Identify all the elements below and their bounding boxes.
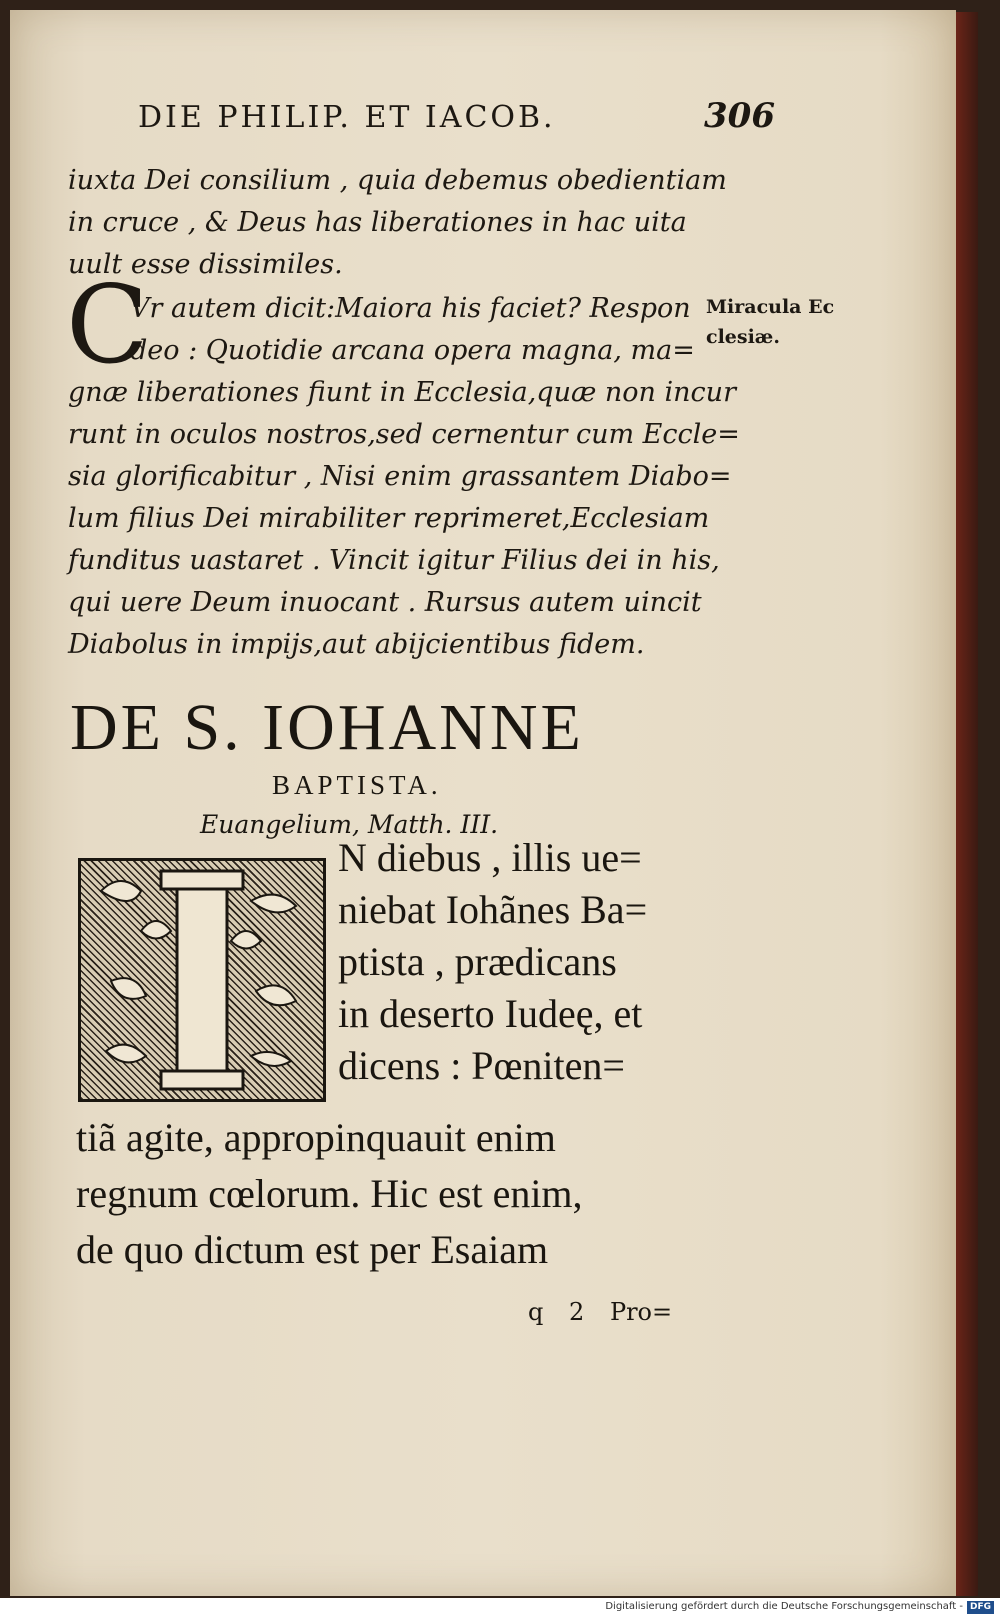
- margin-note-line: clesiæ.: [706, 326, 780, 348]
- running-title: DIE PHILIP. ET IACOB.: [138, 100, 556, 135]
- text-line: ptista , prædicans: [338, 939, 617, 984]
- gospel-reference: Euangelium, Matth. III.: [200, 810, 499, 839]
- gospel-lines-beside-initial: [338, 832, 698, 1092]
- dfg-logo-icon: DFG: [967, 1601, 994, 1614]
- text-line: in deserto Iudeę, et: [338, 991, 643, 1036]
- text-line: dicens : Pœniten=: [338, 1043, 625, 1088]
- text-line: uult esse dissimiles.: [68, 249, 343, 280]
- text-line: Vr autem dicit:Maiora his faciet? Respon: [130, 293, 691, 324]
- catchword: Pro=: [609, 1298, 673, 1326]
- text-line: funditus uastaret . Vincit igitur Filius dei in his,: [68, 545, 720, 576]
- text-line: sia glorificabitur , Nisi enim grassantem Diabo=: [68, 461, 732, 492]
- text-line: niebat Iohãnes Ba=: [338, 887, 648, 932]
- section-subtitle: BAPTISTA.: [272, 770, 442, 800]
- text-line: deo : Quotidie arcana opera magna, ma=: [130, 335, 695, 366]
- paragraph-1: [68, 160, 727, 286]
- credit-text: Digitalisierung gefördert durch die Deutsche Forschungsgemeinschaft -: [605, 1601, 963, 1612]
- margin-note: [706, 292, 856, 352]
- text-line: qui uere Deum inuocant . Rursus autem uincit: [68, 587, 702, 618]
- text-line: regnum cœlorum. Hic est enim,: [76, 1171, 583, 1216]
- text-line: runt in oculos nostros,sed cernentur cum Eccle=: [68, 419, 740, 450]
- text-line: tiã agite, appropinquauit enim: [76, 1115, 556, 1160]
- text-line: Diabolus in impijs,aut abijcientibus fidem.: [68, 629, 645, 660]
- signature-number: 2: [569, 1298, 585, 1326]
- book-edge: [956, 12, 978, 1596]
- digitization-credit: [0, 1598, 1000, 1615]
- paragraph-2: [68, 288, 740, 666]
- decorated-initial-i-icon: [78, 858, 326, 1102]
- text-line: de quo dictum est per Esaiam: [76, 1227, 549, 1272]
- text-line: lum filius Dei mirabiliter reprimeret,Ecclesiam: [68, 503, 710, 534]
- catchword-line: [528, 1298, 690, 1326]
- section-title: DE S. IOHANNE: [70, 691, 584, 764]
- text-line: in cruce , & Deus has liberationes in hac uita: [68, 207, 687, 238]
- initial-letter-c: C: [66, 263, 149, 388]
- text-line: iuxta Dei consilium , quia debemus obedientiam: [68, 165, 727, 196]
- text-line: N diebus , illis ue=: [338, 835, 642, 880]
- margin-note-line: Miracula Ec: [706, 296, 835, 318]
- text-line: gnæ liberationes fiunt in Ecclesia,quæ non incur: [68, 377, 736, 408]
- gospel-lines-full: [76, 1110, 716, 1278]
- folio-number: 306: [704, 96, 775, 136]
- signature-mark: q: [528, 1298, 544, 1326]
